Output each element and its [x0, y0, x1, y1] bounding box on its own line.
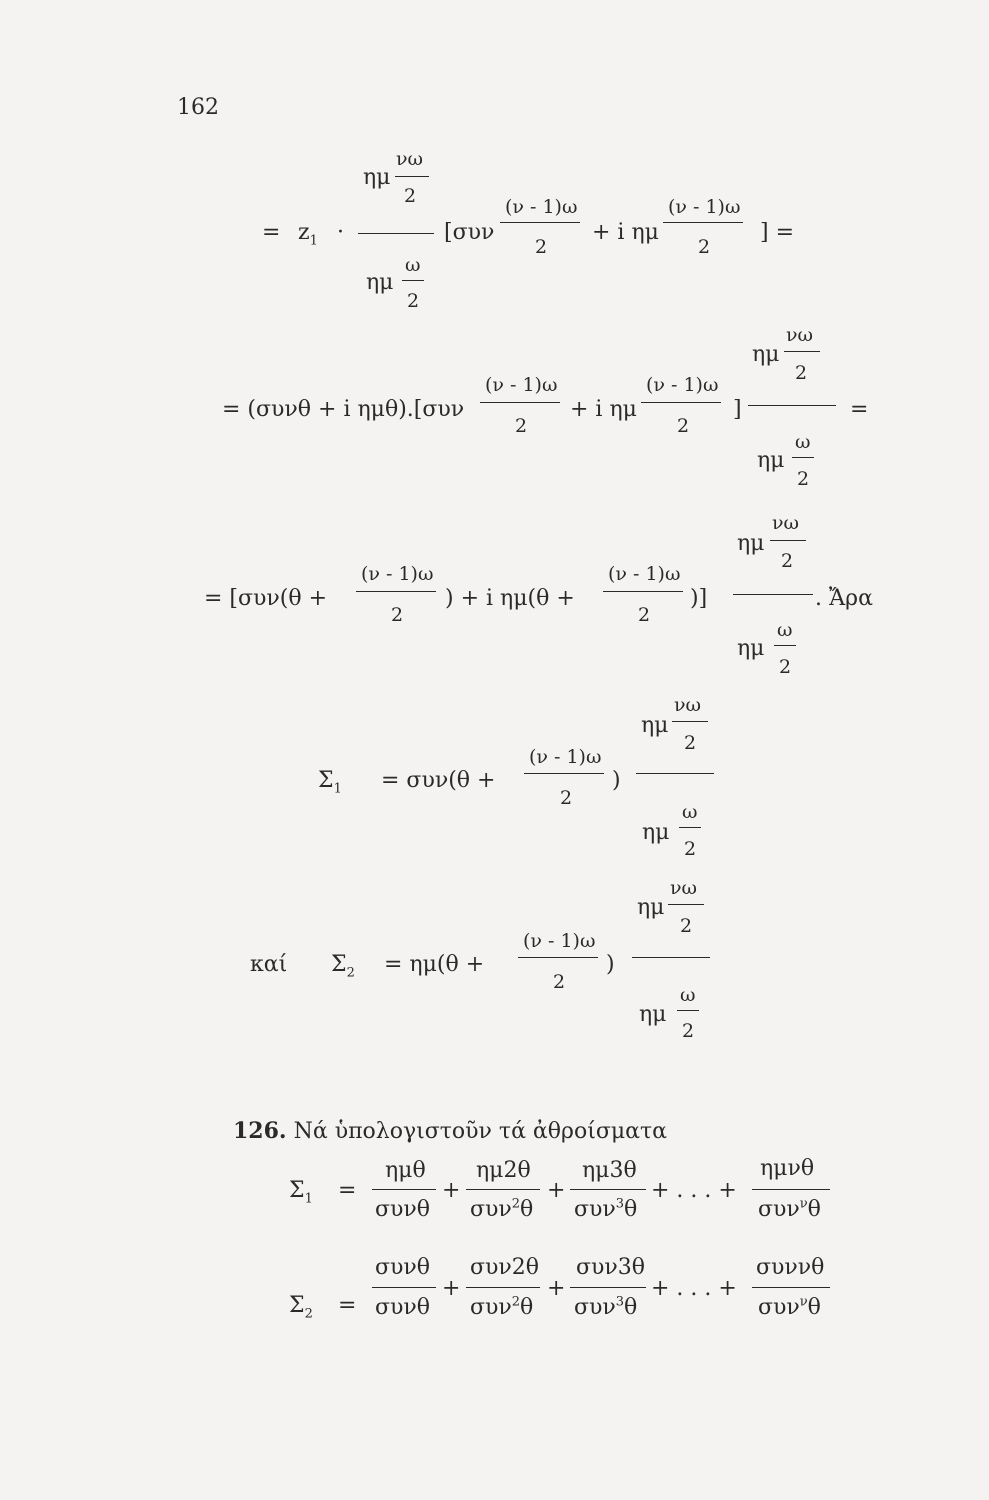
problem-text: Νά ὑπολογιστοῦν τά ἀθροίσματα — [293, 1119, 668, 1144]
page-number: 162 — [177, 95, 219, 120]
problem-number: 126. — [233, 1118, 287, 1144]
book-page: 162 = $z_1$ · ημ νω 2 ημ ω 2 [συν (ν - 1)ω 2 + i ημ (ν - 1)ω 2 ] = = (συνθ + i ημθ).[συν (ν - 1)ω 2 + i ημ (ν - 1)ω 2 ] ημ νω 2 ημ ω 2 = = [συν(θ + (ν - 1)ω 2 ) + i ημ(θ + (ν - 1)ω 2 )] ημ νω 2 ημ ω 2 . Ἄρα $\Sigma_1$ = συν(θ + (ν - 1)ω 2 ) ημ νω 2 ημ ω 2 καί $\Sigma_2$ = ημ(θ + (ν - 1)ω 2 ) ημ νω 2 ημ ω 2 126. Νά ὑπολογιστοῦν τά ἀθροίσματα $\Sigma_1$ = ημθ συνθ + ημ2θ συν$^2$θ + ημ3θ συν$^3$θ + . . . + ημνθ συν$^\nu$θ $\Sigma_2$ = συνθ συνθ + συν2θ συν$^2$θ + συν3θ συν$^3$θ + . . . + συννθ συν$^\nu$θ — [177, 95, 873, 1322]
problem-heading — [233, 1120, 667, 1143]
fraction-bar — [358, 233, 434, 234]
